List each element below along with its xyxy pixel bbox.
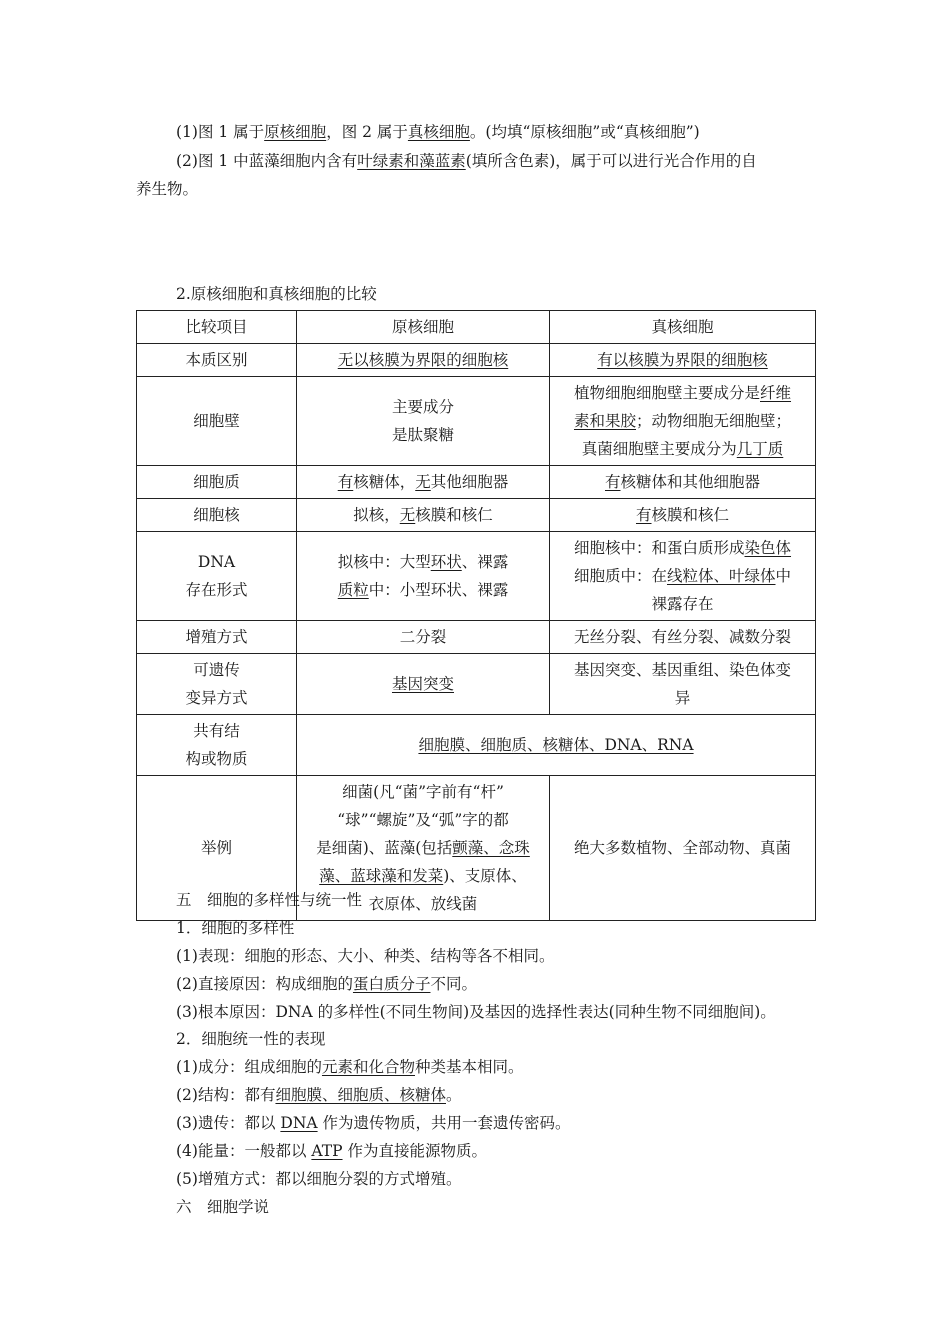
cell-eukaryote: 绝大多数植物、全部动物、真菌	[550, 776, 816, 921]
cell-eukaryote	[550, 499, 816, 532]
section-5-item: (3)根本原因：DNA 的多样性(不同生物间)及基因的选择性表达(同种生物不同细胞间)。	[176, 1003, 776, 1021]
table-row	[137, 344, 816, 377]
answer-underlined: 真核细胞	[407, 123, 470, 141]
text: DNA	[197, 553, 236, 571]
text: 几丁质	[736, 440, 784, 458]
header-cell: 比较项目	[137, 311, 297, 344]
text: 存在形式	[185, 581, 248, 599]
cell-prokaryote	[297, 377, 550, 466]
table-header-row	[137, 311, 816, 344]
text: 植物细胞细胞壁主要成分是	[573, 384, 760, 402]
text: 核膜和核仁	[415, 506, 493, 524]
text: 染色体	[744, 539, 792, 557]
cell-eukaryote	[550, 654, 816, 715]
row-label: 本质区别	[137, 344, 297, 377]
text: (4)能量：一般都以	[176, 1142, 312, 1160]
cell-prokaryote	[297, 532, 550, 621]
text: 素和果胶	[573, 412, 636, 430]
text: 可遗传	[193, 661, 240, 679]
text: 是肽聚糖	[391, 426, 454, 444]
text: 其他细胞器	[430, 473, 509, 491]
text: 拟核，	[353, 506, 400, 524]
cell-prokaryote	[297, 499, 550, 532]
text: (2)结构：都有	[176, 1086, 276, 1104]
text: 核糖体和其他细胞器	[620, 473, 761, 491]
cell-prokaryote	[297, 654, 550, 715]
text: 核膜和核仁	[651, 506, 730, 524]
text: 元素和化合物	[321, 1058, 415, 1076]
row-label: 细胞壁	[137, 377, 297, 466]
section-2-title: 2.原核细胞和真核细胞的比较	[176, 285, 377, 303]
text: 裸露存在	[651, 595, 714, 613]
cell-shared	[297, 715, 816, 776]
text: 核糖体，	[353, 473, 416, 491]
header-cell: 真核细胞	[550, 311, 816, 344]
row-label: 细胞质	[137, 466, 297, 499]
row-label: 增殖方式	[137, 621, 297, 654]
text: 颤藻、念珠	[452, 839, 530, 857]
text: ATP	[311, 1142, 343, 1160]
text: 有	[604, 473, 621, 491]
text: 纤维	[760, 384, 792, 402]
text: (3)遗传：都以	[176, 1114, 281, 1132]
section-5-item	[176, 1138, 856, 1164]
text: 、裸露	[461, 553, 509, 571]
text: 环状	[430, 553, 462, 571]
text: )、支原体、	[443, 867, 527, 885]
header-cell: 原核细胞	[297, 311, 550, 344]
text: 共有结	[193, 722, 240, 740]
text: 是细菌)、蓝藻(包括	[316, 839, 453, 857]
table-row	[137, 715, 816, 776]
answer-underlined: 叶绿素和藻蓝素	[357, 152, 466, 170]
cell-eukaryote: 无丝分裂、有丝分裂、减数分裂	[550, 621, 816, 654]
intro-paragraph-1	[176, 119, 856, 145]
text: (填所含色素)，属于可以进行光合作用的自	[465, 152, 757, 170]
table-row	[137, 499, 816, 532]
section-5-item	[176, 1054, 856, 1080]
text: 养生物。	[136, 180, 199, 198]
cell-eukaryote	[550, 344, 816, 377]
text: 线粒体、叶绿体	[666, 567, 776, 585]
text: 异	[674, 689, 691, 707]
text: 不同。	[430, 975, 477, 993]
text: 。(均填“原核细胞”或“真核细胞”)	[469, 123, 700, 141]
text: 作为遗传物质，共用一套遗传密码。	[317, 1114, 571, 1132]
text: 无	[399, 506, 416, 524]
cell-prokaryote	[297, 466, 550, 499]
cell-eukaryote	[550, 532, 816, 621]
text: (2)直接原因：构成细胞的	[176, 975, 353, 993]
row-label	[137, 532, 297, 621]
text: 质粒	[337, 581, 369, 599]
section-5-item	[176, 971, 856, 997]
section-5-item: 2．细胞统一性的表现	[176, 1030, 326, 1048]
section-6-title: 六 细胞学说	[176, 1198, 270, 1216]
text: DNA	[280, 1114, 318, 1132]
table-row	[137, 532, 816, 621]
text: 衣原体、放线菌	[368, 895, 478, 913]
text: 藻、蓝球藻和发菜	[319, 867, 444, 885]
section-5-item	[176, 1110, 856, 1136]
text: 细胞质中：在	[573, 567, 667, 585]
cell-prokaryote	[297, 344, 550, 377]
text: 。	[445, 1086, 462, 1104]
row-label: 细胞核	[137, 499, 297, 532]
comparison-table	[136, 310, 816, 921]
text: (1)图 1 属于	[176, 123, 265, 141]
text: 细胞膜、细胞质、核糖体	[275, 1086, 446, 1104]
cell-eukaryote	[550, 377, 816, 466]
text: (1)成分：组成细胞的	[176, 1058, 322, 1076]
text: 构或物质	[185, 750, 248, 768]
cell-eukaryote	[550, 466, 816, 499]
text: 变异方式	[185, 689, 248, 707]
text: 细胞膜、细胞质、核糖体、DNA、RNA	[418, 736, 694, 754]
answer-underlined: 原核细胞	[264, 123, 327, 141]
text: ，图 2 属于	[326, 123, 408, 141]
text: 无	[415, 473, 431, 491]
text: 有	[337, 473, 354, 491]
text: 细菌(凡“菌”字前有“杆”	[342, 783, 504, 801]
section-5-item: (1)表现：细胞的形态、大小、种类、结构等各不相同。	[176, 947, 555, 965]
text: (2)图 1 中蓝藻细胞内含有	[176, 152, 358, 170]
text: 基因突变	[391, 675, 454, 693]
section-5-item: 1．细胞的多样性	[176, 919, 295, 937]
text: 中	[775, 567, 792, 585]
row-label	[137, 715, 297, 776]
intro-paragraph-2-cont	[136, 176, 816, 202]
section-5-title: 五 细胞的多样性与统一性	[176, 891, 363, 909]
section-5-item: (5)增殖方式：都以细胞分裂的方式增殖。	[176, 1170, 462, 1188]
text: 细胞核中：和蛋白质形成	[573, 539, 745, 557]
text: “球”“螺旋”及“弧”字的都	[337, 811, 509, 829]
text: 拟核中：大型	[337, 553, 431, 571]
text: 蛋白质分子	[352, 975, 431, 993]
text: 主要成分	[391, 398, 454, 416]
row-label: 举例	[137, 776, 297, 921]
intro-paragraph-2	[176, 148, 856, 174]
text: 种类基本相同。	[414, 1058, 524, 1076]
section-5-item	[176, 1082, 856, 1108]
cell-prokaryote: 二分裂	[297, 621, 550, 654]
text: 有	[635, 506, 652, 524]
text: 无以核膜为界限的细胞核	[337, 351, 509, 369]
text: 基因突变、基因重组、染色体变	[573, 661, 791, 679]
text: 作为直接能源物质。	[342, 1142, 487, 1160]
text: 有以核膜为界限的细胞核	[597, 351, 768, 369]
table-row	[137, 466, 816, 499]
text: 中：小型环状、裸露	[368, 581, 509, 599]
text: ；动物细胞无细胞壁；	[636, 412, 792, 430]
text: 真菌细胞壁主要成分为	[581, 440, 737, 458]
table-row	[137, 654, 816, 715]
table-row	[137, 377, 816, 466]
table-row	[137, 621, 816, 654]
row-label	[137, 654, 297, 715]
